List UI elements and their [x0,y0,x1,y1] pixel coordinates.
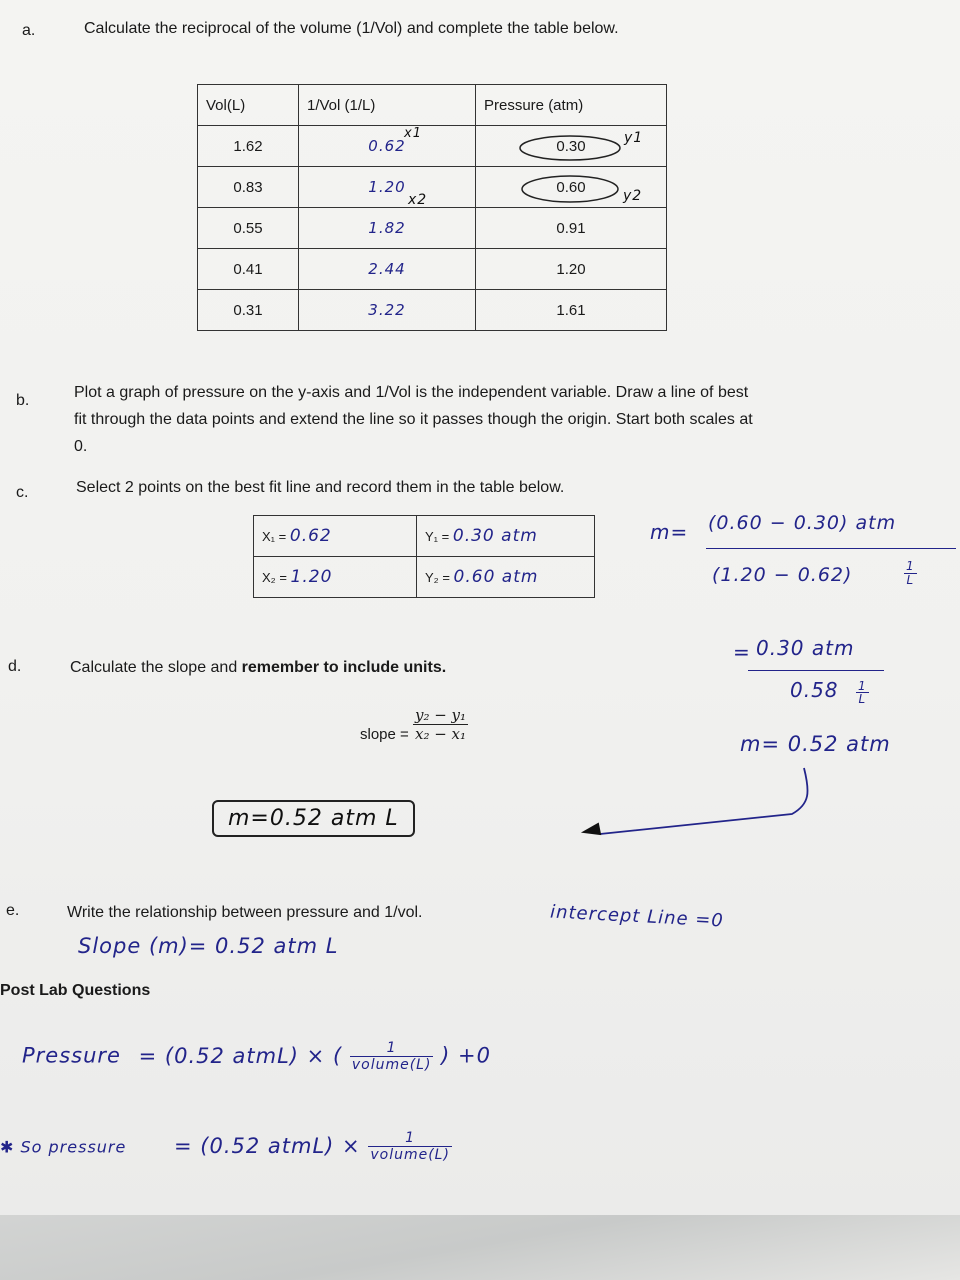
table-row [198,290,667,331]
header-vol: Vol(L) [198,85,299,126]
part-b-line-1: Plot a graph of pressure on the y-axis and 1/Vol is the independent variable. Draw a line of best [74,384,749,401]
eq1-left: Pressure [22,1043,121,1068]
table-row [198,208,667,249]
header-pressure: Pressure (atm) [476,85,667,126]
side-step2-num: 0.30 atm [756,636,855,660]
eq2-left: ✱ So pressure [0,1137,127,1157]
part-d-letter: d. [8,658,22,675]
slope-formula [360,706,468,743]
pressure-cell: 0.60 [476,167,667,208]
eq2-frac-num: 1 [368,1130,452,1147]
eq1-tail: ) +0 [441,1043,491,1068]
boxed-slope-answer: m=0.52 atm L [212,800,415,837]
side-result: m= 0.52 atm [740,732,891,756]
eq2-fraction [368,1130,452,1163]
x2-label: X₂ = [262,570,287,585]
vol-cell: 0.55 [198,208,299,249]
part-e-instruction: Write the relationship between pressure and 1/vol. [67,904,423,921]
eq1-frac-num: 1 [350,1040,434,1057]
recip-cell: 1.82 [299,208,476,249]
part-c-letter: c. [16,484,29,501]
circle-marks [518,132,618,212]
annotation-x2: x2 [408,192,428,208]
x1-label: X₁ = [262,529,287,544]
eq1-fraction [350,1040,434,1073]
vol-cell: 0.31 [198,290,299,331]
side-step2-unit-den: L [858,692,867,706]
part-e-answer: Slope (m)= 0.52 atm L [78,934,339,958]
slope-denominator: x₂ − x₁ [414,725,467,743]
table-row [254,557,595,598]
intercept-note: intercept Line =0 [549,901,725,932]
annotation-x1: x1 [404,126,422,141]
x1-cell [254,516,417,557]
two-points-table [253,515,595,598]
header-reciprocal: 1/Vol (1/L) [299,85,476,126]
eq1-frac-den: volume(L) [351,1057,432,1073]
part-b-line-3: 0. [74,438,88,455]
y1-label: Y₁ = [425,529,450,544]
side-step2-prefix: = [733,640,751,664]
x2-value: 1.20 [290,567,333,587]
eq2-mid: = (0.52 atmL) × [174,1133,361,1158]
y2-label: Y₂ = [425,570,450,585]
part-b-letter: b. [16,392,30,409]
slope-fraction [413,706,468,743]
pressure-cell: 1.61 [476,290,667,331]
annotation-y2: y2 [623,188,643,204]
recip-cell: 3.22 [299,290,476,331]
table-row [198,249,667,290]
vol-cell: 1.62 [198,126,299,167]
part-b-line-2: fit through the data points and extend the line so it passes though the origin. Start both scales at [74,411,753,428]
part-d-instruction-plain: Calculate the slope and [70,659,242,676]
part-d-instruction [70,659,446,677]
side-unit-den: L [906,573,915,587]
pressure-cell: 0.91 [476,208,667,249]
recip-cell: 0.62 [299,126,476,167]
eq1-mid: = (0.52 atmL) × ( [138,1043,343,1068]
equation-line-2 [0,1130,452,1163]
side-step2-unit [856,680,869,705]
side-numerator: (0.60 − 0.30) atm [708,512,897,534]
part-d-instruction-bold: remember to include units. [241,659,447,676]
y1-cell [417,516,595,557]
side-m-label: m= [650,520,689,544]
side-denominator: (1.20 − 0.62) [712,564,853,586]
annotation-y1: y1 [624,130,644,146]
side-unit-num: 1 [906,559,915,573]
side-fraction-bar [706,548,956,549]
side-unit-fraction [904,560,917,587]
y1-value: 0.30 atm [452,526,538,546]
pressure-cell: 1.20 [476,249,667,290]
post-lab-heading: Post Lab Questions [0,982,151,999]
vol-cell: 0.41 [198,249,299,290]
x1-value: 0.62 [289,526,332,546]
pressure-cell: 0.30 [476,126,667,167]
side-step2-bar [748,670,884,671]
slope-label: slope = [360,726,409,743]
table-row [254,516,595,557]
recip-cell: 2.44 [299,249,476,290]
side-step2-den: 0.58 [790,678,839,702]
table-header-row [198,85,667,126]
part-e-letter: e. [6,902,20,919]
slope-numerator: y₂ − y₁ [414,706,467,724]
y2-value: 0.60 atm [453,567,539,587]
vol-cell: 0.83 [198,167,299,208]
eq2-frac-den: volume(L) [370,1147,450,1163]
x2-cell [254,557,417,598]
side-step2-unit-num: 1 [858,679,867,693]
equation-line-1 [22,1040,491,1073]
y2-cell [417,557,595,598]
recip-cell: 1.20 [299,167,476,208]
arrow-mark [560,762,860,852]
part-a-letter: a. [22,22,36,39]
part-c-instruction: Select 2 points on the best fit line and record them in the table below. [76,479,565,496]
part-a-instruction: Calculate the reciprocal of the volume (1/Vol) and complete the table below. [84,20,619,37]
